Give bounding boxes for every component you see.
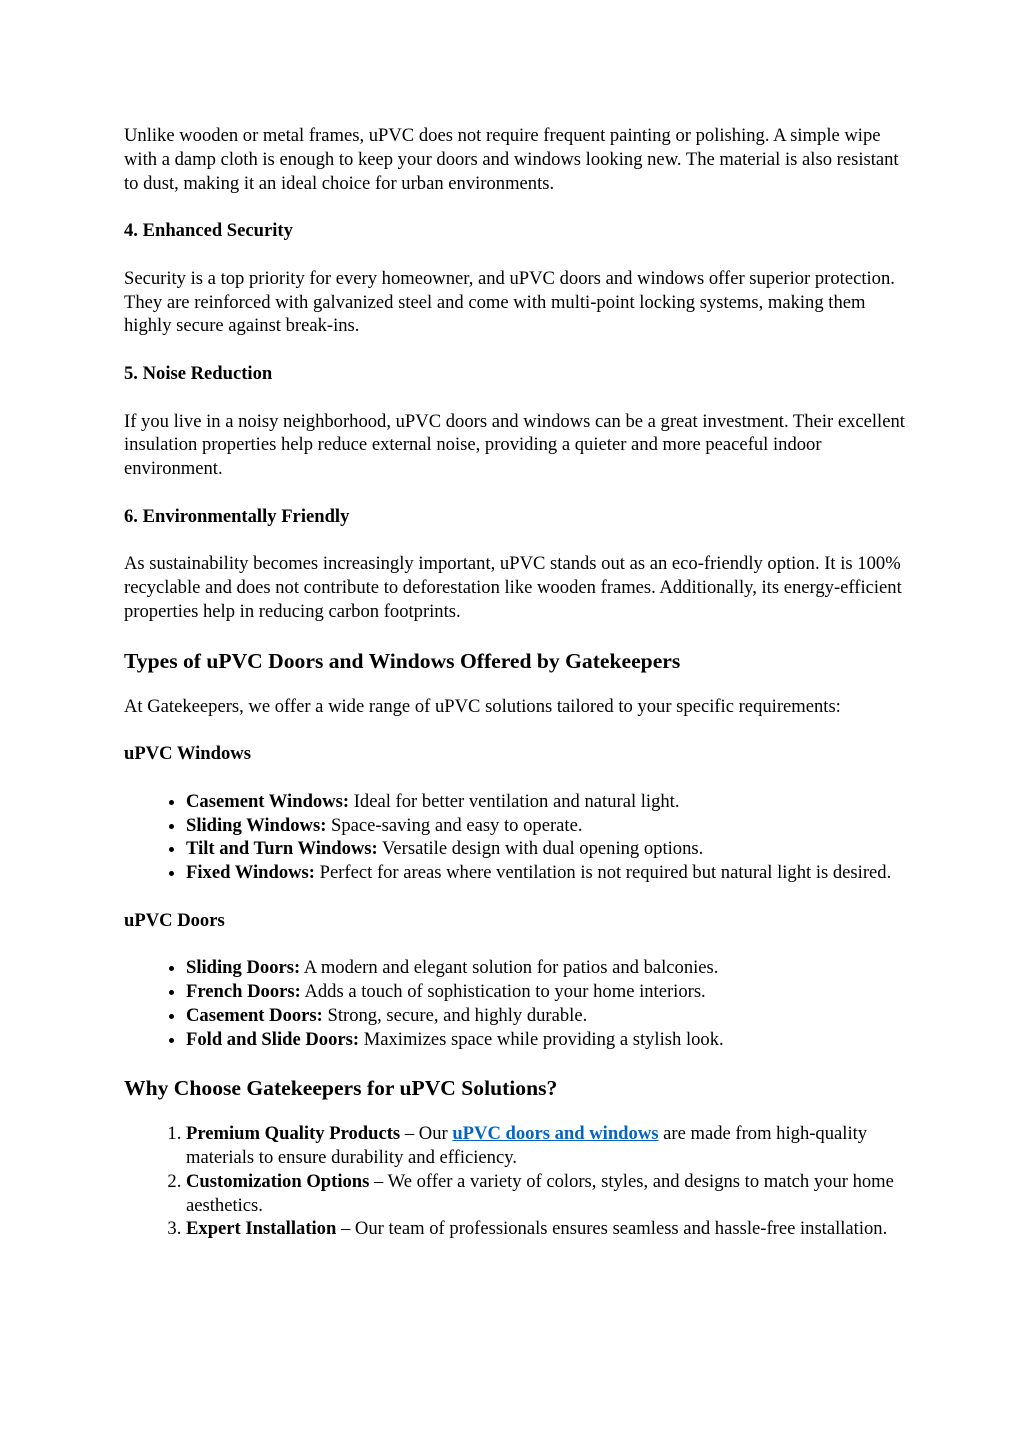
environment-paragraph: As sustainability becomes increasingly important, uPVC stands out as an eco-friendly option. It is 100% recyclable and does not contribute to deforestation like wooden frames. Additionally, its energy-efficient properties help in reducing carbon footprints.: [124, 553, 902, 622]
list-item-term: Fold and Slide Doors:: [186, 1028, 360, 1050]
windows-heading: uPVC Windows: [124, 743, 251, 765]
list-item: [186, 814, 914, 838]
list-item-term: Fixed Windows:: [186, 862, 315, 884]
why-list: [124, 1122, 914, 1241]
section-heading-security: 4. Enhanced Security: [124, 220, 293, 242]
section-heading-noise: 5. Noise Reduction: [124, 362, 273, 384]
list-item-desc: – Our team of professionals ensures seamless and hassle-free installation.: [336, 1218, 888, 1240]
intro-paragraph: Unlike wooden or metal frames, uPVC does not require frequent painting or polishing. A simple wipe with a damp cloth is enough to keep your doors and windows looking new. The material is also resistant to dust, making it an ideal choice for urban environments.: [124, 125, 899, 194]
list-item: [186, 980, 914, 1004]
doors-heading: uPVC Doors: [124, 909, 225, 931]
list-item: [186, 837, 914, 861]
list-item-term: Sliding Doors:: [186, 957, 301, 979]
doors-list: [124, 956, 914, 1051]
list-item-term: Expert Installation: [186, 1218, 337, 1240]
list-item: [186, 956, 914, 980]
list-item: [186, 790, 914, 814]
list-item: [186, 1217, 914, 1241]
list-item-desc: are made from high-quality materials to ensure durability and efficiency.: [186, 1123, 868, 1169]
list-item-desc: Ideal for better ventilation and natural light.: [349, 790, 680, 812]
list-item-desc: Strong, secure, and highly durable.: [322, 1004, 588, 1026]
list-item-term: Sliding Windows:: [186, 814, 327, 836]
list-item-desc: Versatile design with dual opening options.: [377, 838, 704, 860]
list-item-term: Customization Options: [186, 1170, 370, 1192]
types-heading: Types of uPVC Doors and Windows Offered by Gatekeepers: [124, 648, 681, 673]
list-item-term: Tilt and Turn Windows:: [186, 838, 378, 860]
list-item-desc: Perfect for areas where ventilation is not required but natural light is desired.: [315, 862, 892, 884]
list-item-term: Premium Quality Products: [186, 1123, 401, 1145]
list-item-desc: Adds a touch of sophistication to your home interiors.: [300, 981, 706, 1003]
list-item-desc: – We offer a variety of colors, styles, and designs to match your home aesthetics.: [186, 1170, 894, 1216]
types-paragraph: At Gatekeepers, we offer a wide range of uPVC solutions tailored to your specific requirements:: [124, 695, 841, 717]
list-item: [186, 1122, 914, 1170]
list-item: [186, 1028, 914, 1052]
upvc-doors-windows-link[interactable]: uPVC doors and windows: [452, 1123, 659, 1145]
list-item-desc: Maximizes space while providing a stylish look.: [359, 1028, 724, 1050]
list-item: [186, 861, 914, 885]
list-item-desc: – Our: [400, 1123, 453, 1145]
list-item-desc: Space-saving and easy to operate.: [326, 814, 583, 836]
list-item: [186, 1170, 914, 1218]
why-heading: Why Choose Gatekeepers for uPVC Solutions?: [124, 1076, 558, 1101]
list-item-term: French Doors:: [186, 981, 301, 1003]
document-page: [124, 124, 914, 1265]
list-item-desc: A modern and elegant solution for patios and balconies.: [300, 957, 719, 979]
list-item: [186, 1004, 914, 1028]
list-item-term: Casement Doors:: [186, 1004, 323, 1026]
section-heading-environment: 6. Environmentally Friendly: [124, 505, 350, 527]
noise-paragraph: If you live in a noisy neighborhood, uPVC doors and windows can be a great investment. Their excellent insulation properties help reduce external noise, providing a quieter and more peaceful indoor environment.: [124, 410, 905, 480]
security-paragraph: Security is a top priority for every homeowner, and uPVC doors and windows offer superior protection. They are reinforced with galvanized steel and come with multi-point locking systems, making them highly secure against break-ins.: [124, 267, 895, 337]
windows-list: [124, 790, 914, 885]
list-item-term: Casement Windows:: [186, 790, 350, 812]
